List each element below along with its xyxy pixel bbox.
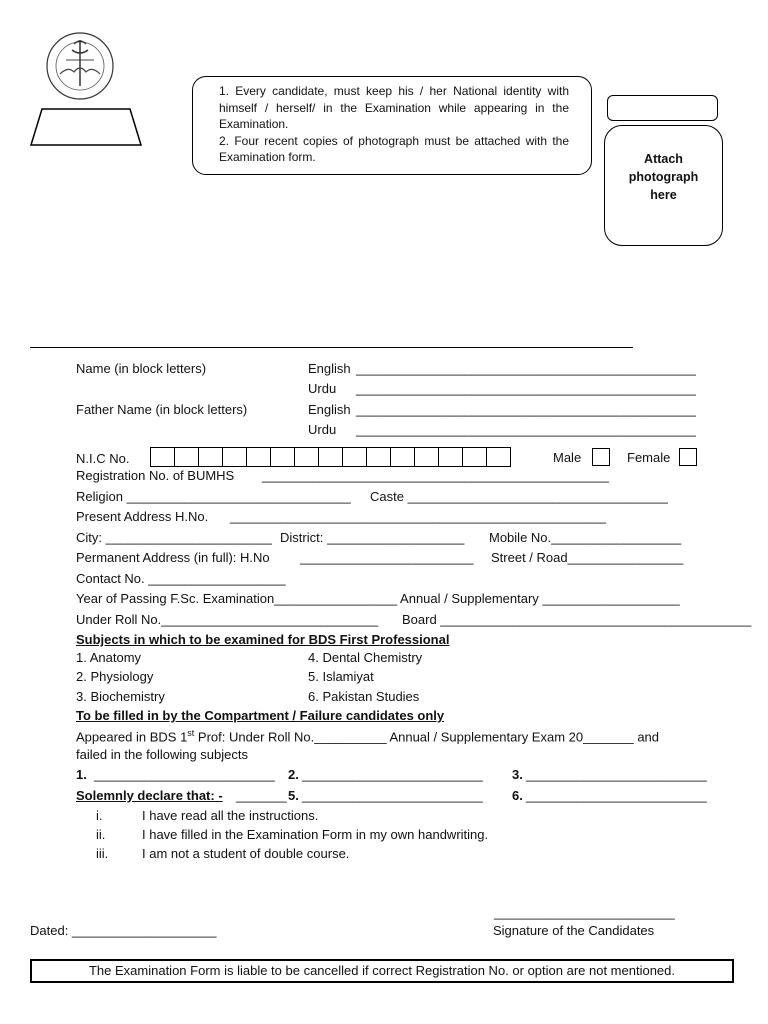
name-urdu-field[interactable]: _______________________________________________ <box>356 381 696 396</box>
name-english-label: English <box>308 361 351 376</box>
subject-5: 5. Islamiyat <box>308 669 374 684</box>
father-english-label: English <box>308 402 351 417</box>
declaration-2-num: ii. <box>96 827 106 842</box>
mobile-field[interactable]: Mobile No.__________________ <box>489 530 682 545</box>
nic-label: N.I.C No. <box>76 451 130 466</box>
father-name-label: Father Name (in block letters) <box>76 402 248 417</box>
appeared-text: Appeared in BDS 1 <box>76 729 188 745</box>
declaration-2-text: I have filled in the Examination Form in my own handwriting. <box>142 827 489 842</box>
appeared-sup: st <box>187 728 195 738</box>
failed-2-num: 2. <box>288 767 299 782</box>
fsc-field[interactable]: Year of Passing F.Sc. Examination_________________ Annual / Supplementary ___________________ <box>76 591 680 606</box>
present-address-field[interactable]: ____________________________________________________ <box>230 509 606 524</box>
registration-label: Registration No. of BUMHS <box>76 468 235 483</box>
solemn-heading: Solemnly declare that: - <box>76 788 223 803</box>
declaration-1-num: i. <box>96 808 103 823</box>
instruction-2: 2. Four recent copies of photograph must be attached with the Examination form. <box>219 133 569 164</box>
name-label: Name (in block letters) <box>76 361 207 376</box>
female-checkbox[interactable] <box>679 448 697 466</box>
declaration-3-num: iii. <box>96 846 109 861</box>
failed-6-field[interactable]: _________________________ <box>526 788 707 803</box>
failed-6-num: 6. <box>512 788 523 803</box>
declaration-3-text: I am not a student of double course. <box>142 846 350 861</box>
district-field[interactable]: District: ___________________ <box>280 530 465 545</box>
subject-6: 6. Pakistan Studies <box>308 689 420 704</box>
father-urdu-field[interactable]: _______________________________________________ <box>356 422 696 437</box>
declaration-1-text: I have read all the instructions. <box>142 808 319 823</box>
appeared-rest: Prof: Under Roll No.__________ Annual / Supplementary Exam 20_______ and <box>194 729 660 745</box>
roll-number-box[interactable] <box>607 95 718 121</box>
failed-1-field[interactable]: _________________________ <box>94 767 275 782</box>
contact-field[interactable]: Contact No. ___________________ <box>76 571 286 586</box>
name-english-field[interactable]: _______________________________________________ <box>356 361 696 376</box>
caste-field[interactable]: Caste ____________________________________ <box>370 489 668 504</box>
subject-4: 4. Dental Chemistry <box>308 650 423 665</box>
photo-box <box>604 125 723 246</box>
father-english-field[interactable]: _______________________________________________ <box>356 402 696 417</box>
failed-5-field[interactable]: _________________________ <box>302 788 483 803</box>
appeared-line[interactable] <box>76 728 659 744</box>
religion-field[interactable]: Religion _______________________________ <box>76 489 351 504</box>
nic-input-boxes[interactable] <box>151 447 511 467</box>
dated-field[interactable]: Dated: ____________________ <box>30 923 217 938</box>
male-label: Male <box>553 450 582 465</box>
separator-line <box>30 347 633 348</box>
subject-1: 1. Anatomy <box>76 650 142 665</box>
permanent-address-label: Permanent Address (in full): H.No <box>76 550 270 565</box>
failed-1-num: 1. <box>76 767 87 782</box>
university-logo <box>44 30 116 102</box>
photo-text-2: photograph <box>628 170 699 184</box>
city-field[interactable]: City: _______________________ <box>76 530 272 545</box>
photo-text-3: here <box>650 188 677 202</box>
photo-text-1: Attach <box>644 152 683 166</box>
roll-field[interactable]: Under Roll No.______________________________ <box>76 612 379 627</box>
failed-label: failed in the following subjects <box>76 747 248 762</box>
failed-3-num: 3. <box>512 767 523 782</box>
failed-3-field[interactable]: _________________________ <box>526 767 707 782</box>
subjects-heading: Subjects in which to be examined for BDS First Professional <box>76 632 450 647</box>
form-number-box <box>30 108 142 146</box>
male-checkbox[interactable] <box>592 448 610 466</box>
board-field[interactable]: Board ___________________________________________ <box>402 612 752 627</box>
failed-2-field[interactable]: _________________________ <box>302 767 483 782</box>
signature-line[interactable]: _________________________ <box>494 905 675 920</box>
female-label: Female <box>627 450 671 465</box>
compartment-heading: To be filled in by the Compartment / Failure candidates only <box>76 708 445 723</box>
present-address-label: Present Address H.No. <box>76 509 209 524</box>
instructions-box <box>192 76 592 175</box>
father-urdu-label: Urdu <box>308 422 337 437</box>
name-urdu-label: Urdu <box>308 381 337 396</box>
cancellation-notice <box>30 959 734 983</box>
subject-2: 2. Physiology <box>76 669 154 684</box>
permanent-address-field[interactable]: ________________________ <box>300 550 474 565</box>
street-field[interactable]: Street / Road________________ <box>491 550 684 565</box>
cancellation-text: The Examination Form is liable to be cancelled if correct Registration No. or option are not mentioned. <box>88 963 675 978</box>
subject-3: 3. Biochemistry <box>76 689 165 704</box>
solemn-line: _______ <box>236 788 287 803</box>
instruction-1: 1. Every candidate, must keep his / her National identity with himself / herself/ in the Examination while appearing in the Examination. <box>219 84 569 131</box>
registration-field[interactable]: ________________________________________________ <box>262 468 610 483</box>
failed-5-num: 5. <box>288 788 299 803</box>
signature-label: Signature of the Candidates <box>493 923 655 938</box>
